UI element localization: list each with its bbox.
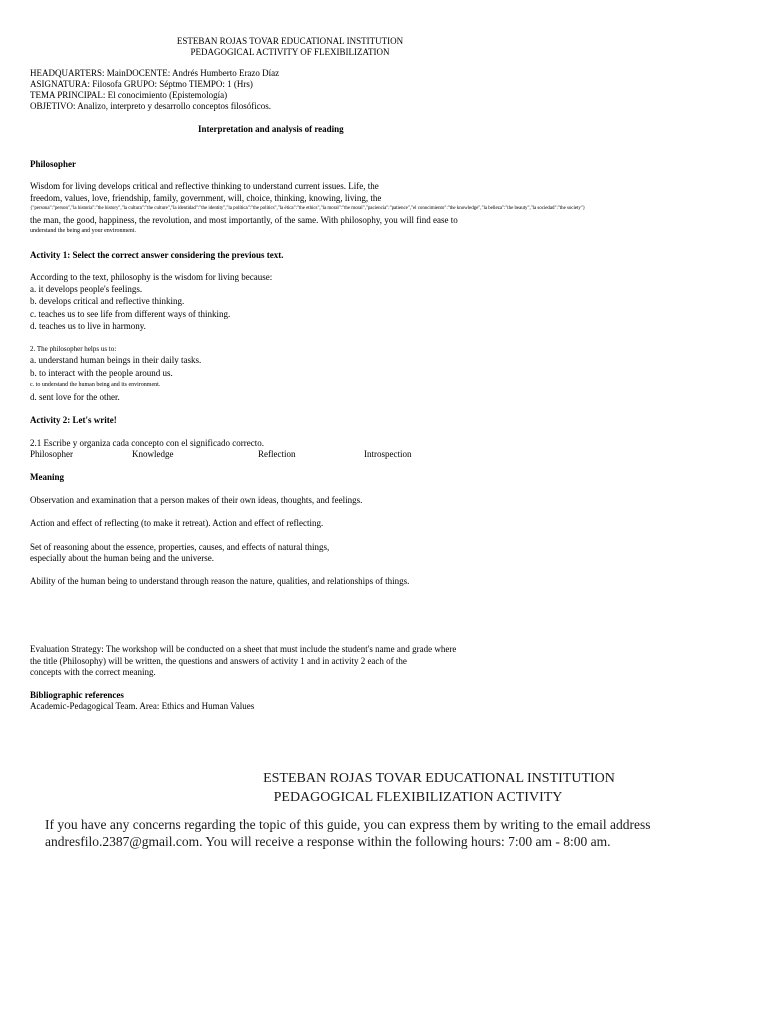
meaning-item-continued: especially about the human being and the universe. [30,553,214,563]
footer-subtitle: PEDAGOGICAL FLEXIBILIZATION ACTIVITY [273,790,563,805]
philosopher-heading: Philosopher [30,159,77,169]
footer-title: ESTEBAN ROJAS TOVAR EDUCATIONAL INSTITUTION [263,771,615,786]
philosopher-paragraph-line: the man, the good, happiness, the revolution, and most importantly, of the same. With philosophy, you will find ease to [30,215,458,225]
activity1-heading: Activity 1: Select the correct answer considering the previous text. [30,250,284,260]
concept-reflection: Reflection [258,449,296,459]
references-heading: Bibliographic references [30,690,124,700]
q2-option-a: a. understand human beings in their daily tasks. [30,355,202,365]
info-subject: ASIGNATURA: Filosofa GRUPO: Séptmo TIEMPO: 1 (Hrs) [30,79,253,89]
document-title: ESTEBAN ROJAS TOVAR EDUCATIONAL INSTITUTION [176,36,404,46]
q1-option-c: c. teaches us to see life from different ways of thinking. [30,309,231,319]
evaluation-strategy-line: the title (Philosophy) will be written, the questions and answers of activity 1 and in activity 2 each of the [30,656,407,666]
concept-philosopher: Philosopher [30,449,74,459]
meaning-item: Set of reasoning about the essence, properties, causes, and effects of natural things, [30,542,330,552]
q1-option-d: d. teaches us to live in harmony. [30,321,146,331]
info-topic: TEMA PRINCIPAL: El conocimiento (Epistemología) [30,90,228,100]
evaluation-strategy-line: concepts with the correct meaning. [30,667,156,677]
info-headquarters: HEADQUARTERS: MainDOCENTE: Andrés Humberto Erazo Díaz [30,68,280,78]
philosopher-paragraph-line: Wisdom for living develops critical and reflective thinking to understand current issues. Life, the [30,181,379,191]
meaning-item: Observation and examination that a person makes of their own ideas, thoughts, and feelings. [30,495,363,505]
q2-option-d: d. sent love for the other. [30,392,120,402]
meaning-item: Ability of the human being to understand through reason the nature, qualities, and relationships of things. [30,576,410,586]
philosopher-paragraph-line: understand the being and your environment. [30,228,136,234]
activity2-heading: Activity 2: Let's write! [30,415,117,425]
evaluation-strategy-line: Evaluation Strategy: The workshop will be conducted on a sheet that must include the student's name and grade where [30,644,457,654]
info-objective: OBJETIVO: Analizo, interpreto y desarrollo conceptos filosóficos. [30,101,271,111]
q2-option-c: c. to understand the human being and its environment. [30,382,161,388]
activity2-instruction: 2.1 Escribe y organiza cada concepto con el significado correcto. [30,438,264,448]
meaning-heading: Meaning [30,472,65,482]
activity1-question2: 2. The philosopher helps us to: [30,345,117,353]
philosopher-paragraph-line: freedom, values, love, friendship, family, government, will, choice, thinking, knowing, living, the [30,193,382,203]
meaning-item: Action and effect of reflecting (to make it retreat). Action and effect of reflecting. [30,518,324,528]
section-title: Interpretation and analysis of reading [198,124,344,134]
footer-contact-line: If you have any concerns regarding the topic of this guide, you can express them by writing to the email address [45,817,651,832]
footer-contact-email-line: andresfilo.2387@gmail.com. You will receive a response within the following hours: 7:00 am - 8:00 am. [45,834,611,849]
philosopher-translation-json: {"persona":"person","la historia":"the history","la cultura":"the culture","la identidad":"the identity","la política":"the politics","la ética":"the ethics","la moral":"the moral","paciencia":"patience","el conocimiento":"the knowledge","la belleza":"the beauty","la sociedad":"the society"} [30,206,586,211]
q1-option-a: a. it develops people's feelings. [30,284,143,294]
references-text: Academic-Pedagogical Team. Area: Ethics and Human Values [30,701,255,711]
q1-option-b: b. develops critical and reflective thinking. [30,296,185,306]
q2-option-b: b. to interact with the people around us. [30,368,173,378]
activity1-question1: According to the text, philosophy is the wisdom for living because: [30,272,273,282]
concept-knowledge: Knowledge [132,449,174,459]
concept-introspection: Introspection [364,449,412,459]
document-subtitle: PEDAGOGICAL ACTIVITY OF FLEXIBILIZATION [190,47,390,57]
